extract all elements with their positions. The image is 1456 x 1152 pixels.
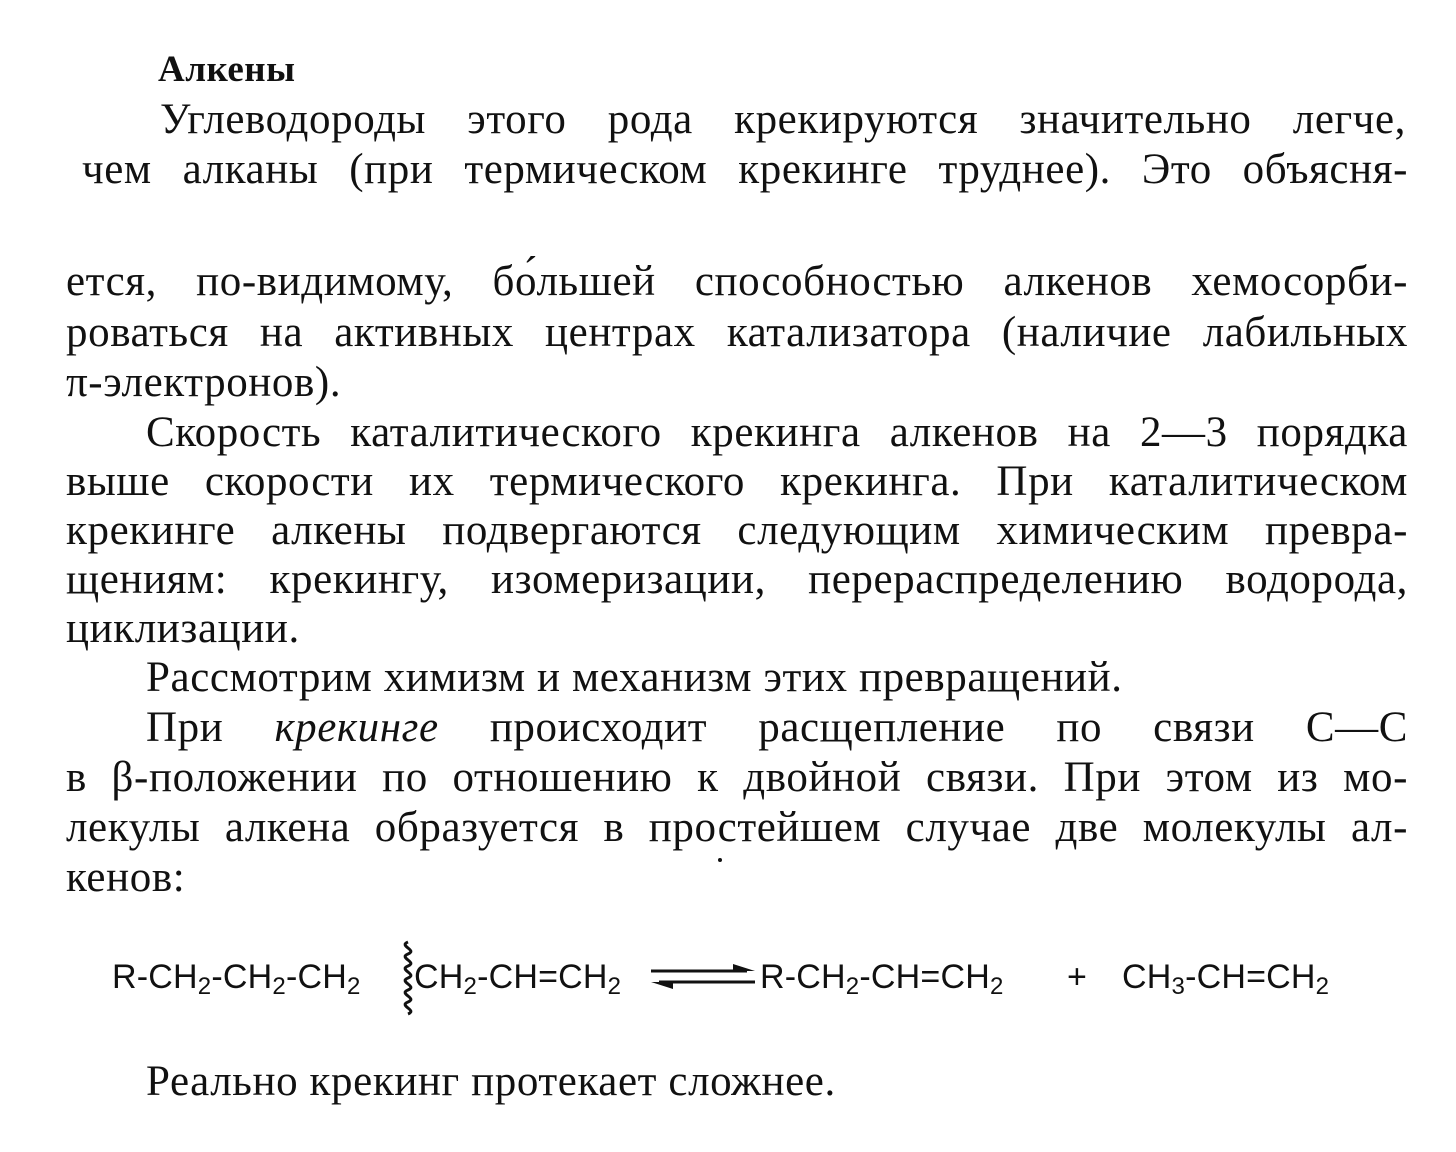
p2-line-3: крекинге алкены подвергаются следующим химическим превра-	[66, 507, 1408, 554]
reactant-right: $CH_2-CH=CH_2$	[414, 958, 622, 1000]
p4-line-2: в β-положении по отношению к двойной связи. При этом из мо-	[66, 754, 1408, 801]
reactant-left: $R-CH_2-CH_2-CH_2$	[112, 958, 361, 1000]
p2-line-2: выше скорости их термического крекинга. При каталитическом	[66, 458, 1408, 505]
print-speck	[718, 858, 722, 862]
p1-line-3: ется, по-видимому, бо́льшей способностью алкенов хемосорби-	[66, 258, 1408, 305]
p4-line-1-pre: При	[146, 704, 224, 751]
plus-sign: +	[1067, 958, 1087, 996]
reaction-equation	[112, 940, 1362, 1020]
p2-line-4: щениям: крекингу, изомеризации, перераспределению водорода,	[66, 556, 1408, 603]
p4-line-1-italic: крекинге	[274, 704, 439, 751]
p4-line-3: лекулы алкена образуется в простейшем случае две молекулы ал-	[66, 804, 1408, 851]
product-1: $R-CH_2-CH=CH_2$	[760, 958, 1004, 1000]
p1-line-1: Углеводороды этого рода крекируются значительно легче,	[160, 96, 1406, 143]
p2-line-1: Скорость каталитического крекинга алкенов на 2—3 порядка	[146, 409, 1408, 456]
section-heading: Алкены	[158, 49, 296, 90]
p1-line-4: роваться на активных центрах катализатора (наличие лабильных	[66, 309, 1408, 356]
p1-line-2: чем алканы (при термическом крекинге труднее). Это объясня-	[82, 146, 1408, 193]
p5-line-1: Реально крекинг протекает сложнее.	[146, 1058, 836, 1105]
p1-line-5: π-электронов).	[66, 359, 342, 406]
p2-line-5: циклизации.	[66, 605, 300, 652]
equilibrium-arrows-icon	[647, 956, 759, 996]
p4-line-1	[146, 703, 1408, 753]
product-2: $CH_3-CH=CH_2$	[1122, 958, 1330, 1000]
p3-line-1: Рассмотрим химизм и механизм этих превращений.	[146, 654, 1123, 701]
p4-line-4: кенов:	[66, 854, 186, 901]
p4-line-1-post: происходит расщепление по связи С—С	[489, 704, 1408, 751]
